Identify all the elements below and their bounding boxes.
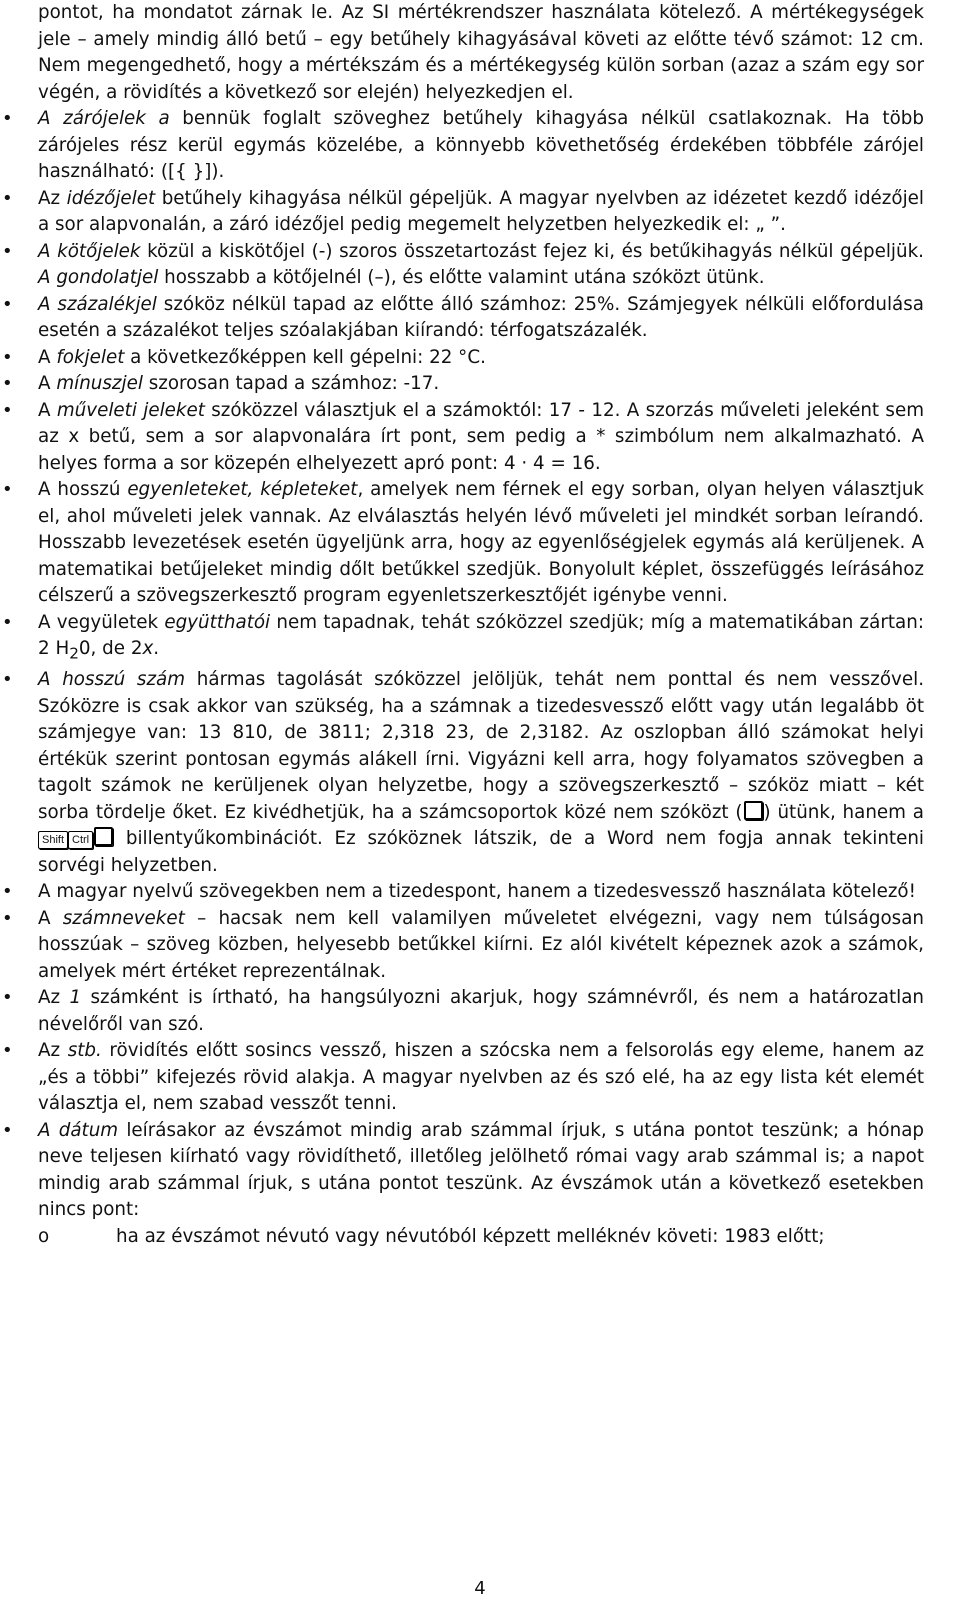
item-prefix: Az	[38, 987, 70, 1009]
item-text: nem tapadnak, tehát szóközzel szedjük; míg a matematikában zártan: 2 H	[38, 611, 924, 659]
page-body	[38, 0, 924, 1250]
item-prefix: Az	[38, 1040, 68, 1062]
term-2: A gondolatjel	[38, 267, 159, 288]
term: A dátum	[38, 1119, 119, 1141]
item-text: rövidítés előtt sosincs vessző, hiszen a szócska nem a felsorolás egy eleme, hanem az „és a többi” kifejezés rövid alakja. A magyar nyelvben az és szó elé, ha az egy lista két elemét választja el, nem szabad vesszőt tenni.	[38, 1040, 924, 1115]
list-item-percent	[38, 292, 924, 345]
list-item-compounds	[38, 610, 924, 668]
sub-item-text: ha az évszámot névutó vagy névutóból képzett melléknév követi: 1983 előtt;	[116, 1225, 825, 1247]
item-text: bennük foglalt szöveghez betűhely kihagyása nélkül csatlakoznak. Ha több zárójeles rész kerül egymás közelébe, a könnyebb követhetőség érdekében többféle zárójel használható: ([{ }]).	[38, 108, 924, 182]
item-text: szorosan tapad a számhoz: -17.	[142, 373, 440, 394]
item-text: szóköz nélkül tapad az előtte álló számhoz: 25%. Számjegyek nélküli előfordulása esetén a százalékot teljes szóalakjában kiírandó: térfogatszázalék.	[38, 293, 924, 341]
intro-paragraph: pontot, ha mondatot zárnak le. Az SI mértékrendszer használata kötelező. A mértékegységek jele – amely mindig álló betű – egy betűhely kihagyásával követi az előtte tévő számot: 12 cm. Nem megengedhető, hogy a mértékszám és a mértékegység külön sorban (azaz a szám egy sor végén, a rövidítés a következő sor elején) helyezkedjen el.	[38, 2, 924, 103]
list-item-numerals	[38, 906, 924, 986]
term: A zárójelek a	[38, 108, 170, 129]
space-key-icon	[94, 827, 113, 846]
item-prefix: A vegyületek	[38, 611, 165, 633]
item-prefix: A	[38, 373, 57, 394]
page-number: 4	[474, 1578, 486, 1599]
list-item-degree	[38, 345, 924, 372]
list-item-date	[38, 1118, 924, 1251]
term: mínuszjel	[56, 373, 143, 394]
term: A kötőjelek	[38, 240, 141, 262]
item-text: szóközzel választjuk el a számoktól: 17 - 12. A szorzás műveleti jeleként sem az x betű, sem a sor alapvonalára írt pont, sem pedig a * szimbólum nem alkalmazható. A helyes forma a sor közepén elhelyezett apró pont: 4 · 4 = 16.	[38, 399, 925, 474]
term: idézőjelet	[66, 187, 156, 209]
subscript: 2	[69, 644, 79, 663]
term: A hosszú szám	[38, 669, 186, 691]
item-text: betűhely kihagyása nélkül gépeljük. A magyar nyelvben az idézetet kezdő idézőjel a sor alapvonalán, a záró idézőjel pedig megemelt helyzetben helyezkedik el: „ ”.	[38, 187, 924, 235]
list-item-long-number	[38, 667, 924, 879]
item-text: A magyar nyelvű szövegekben nem a tizedespont, hanem a tizedesvessző használata kötelező!	[38, 881, 916, 903]
term: műveleti jeleket	[56, 399, 205, 421]
shift-key-icon: Shift	[38, 831, 68, 849]
term: egyenleteket, képleteket	[127, 479, 358, 500]
list-item-one	[38, 985, 924, 1038]
term: 1	[69, 987, 82, 1009]
list-item-hyphens	[38, 239, 924, 292]
item-text: – hacsak nem kell valamilyen műveletet elvégezni, vagy nem túlságosan hosszúak – szöveg közben, helyesebb betűkkel kiírni. Ez alól kivételt képeznek azok a számok, amelyek mért értéket reprezentálnak.	[38, 907, 924, 982]
item-text: közül a kiskötőjel (-) szoros összetartozást fejez ki, és betűkihagyás nélkül gépeljük.	[140, 240, 924, 262]
item-text: leírásakor az évszámot mindig arab számmal írjuk, s utána pontot teszünk; a hónap neve teljesen kiírható vagy rövidíthető, illetőleg jelölhető római vagy arab számmal is; a napot mindig arab számmal írjuk, s utána pontot teszünk. Az évszámok után a következő esetekben nincs pont:	[38, 1119, 924, 1221]
item-text-2: hosszabb a kötőjelnél (–), és előtte valamint utána szóközt ütünk.	[158, 267, 765, 288]
space-key-icon	[744, 801, 763, 820]
list-item-decimal	[38, 879, 924, 906]
item-text: számként is írtható, ha hangsúlyozni akarjuk, hogy számnévről, és nem a határozatlan névelőről van szó.	[38, 987, 924, 1035]
term: A százalékjel	[38, 293, 157, 315]
item-prefix: Az	[38, 187, 67, 209]
list-item-stb	[38, 1038, 924, 1118]
variable: x	[142, 638, 154, 659]
item-text: hármas tagolását szóközzel jelöljük, tehát nem ponttal és nem vesszővel. Szóközre is csak akkor van szükség, ha a számnak a tizedesvessző előtt vagy után legalább öt számjegye van: 13 810, de 3811; 2,318 23, de 2,3182. Az oszlopban álló számokat helyi értékük szerint pontosan egymás alákell írni. Vigyázni kell arra, hogy folyamatos szövegben a tagolt számok ne kerüljenek olyan helyzetbe, hogy a szövegszerkesztő – szóköz miatt – két sorba tördelje őket. Ez kivédhetjük, ha a számcsoportok közé nem szóközt (	[38, 669, 925, 823]
item-text-2: 0, de 2	[78, 638, 143, 659]
sub-list-item	[38, 1224, 924, 1251]
list-item-minus	[38, 371, 924, 398]
item-text-mid: ) ütünk, hanem a	[763, 801, 924, 823]
item-text-end: billentyűkombinációt. Ez szóköznek látszik, de a Word nem fogja annak tekinteni sorvégi helyzetben.	[38, 828, 924, 876]
term: számneveket	[62, 907, 185, 929]
item-prefix: A	[38, 907, 63, 929]
term: együtthatói	[164, 611, 271, 633]
item-prefix: A	[38, 346, 57, 368]
rules-list	[38, 106, 924, 1250]
list-item-operators	[38, 398, 924, 478]
term: fokjelet	[56, 346, 125, 368]
term: stb.	[67, 1040, 102, 1062]
item-prefix: A hosszú	[38, 479, 128, 500]
list-item-parentheses	[38, 106, 924, 186]
item-text: a következőképpen kell gépelni: 22 °C.	[124, 346, 486, 368]
list-item-equations	[38, 477, 924, 610]
sub-bullet: o	[38, 1225, 50, 1247]
item-text: , amelyek nem férnek el egy sorban, olyan helyen választjuk el, ahol műveleti jelek vannak. Az elválasztás helyén lévő műveleti jel mindkét sorban leírandó. Hosszabb levezetések esetén ügyeljünk arra, hogy az egyenlőségjelek egymás alá kerüljenek. A matematikai betűjeleket mindig dőlt betűkkel szedjük. Bonyolult képlet, összefüggés leírásához célszerű a szövegszerkesztő program egyenletszerkesztőjét igénybe venni.	[38, 479, 924, 606]
list-item-quotes	[38, 186, 924, 239]
item-end: .	[153, 638, 160, 659]
item-prefix: A	[38, 399, 57, 421]
ctrl-key-icon: Ctrl	[68, 831, 93, 849]
